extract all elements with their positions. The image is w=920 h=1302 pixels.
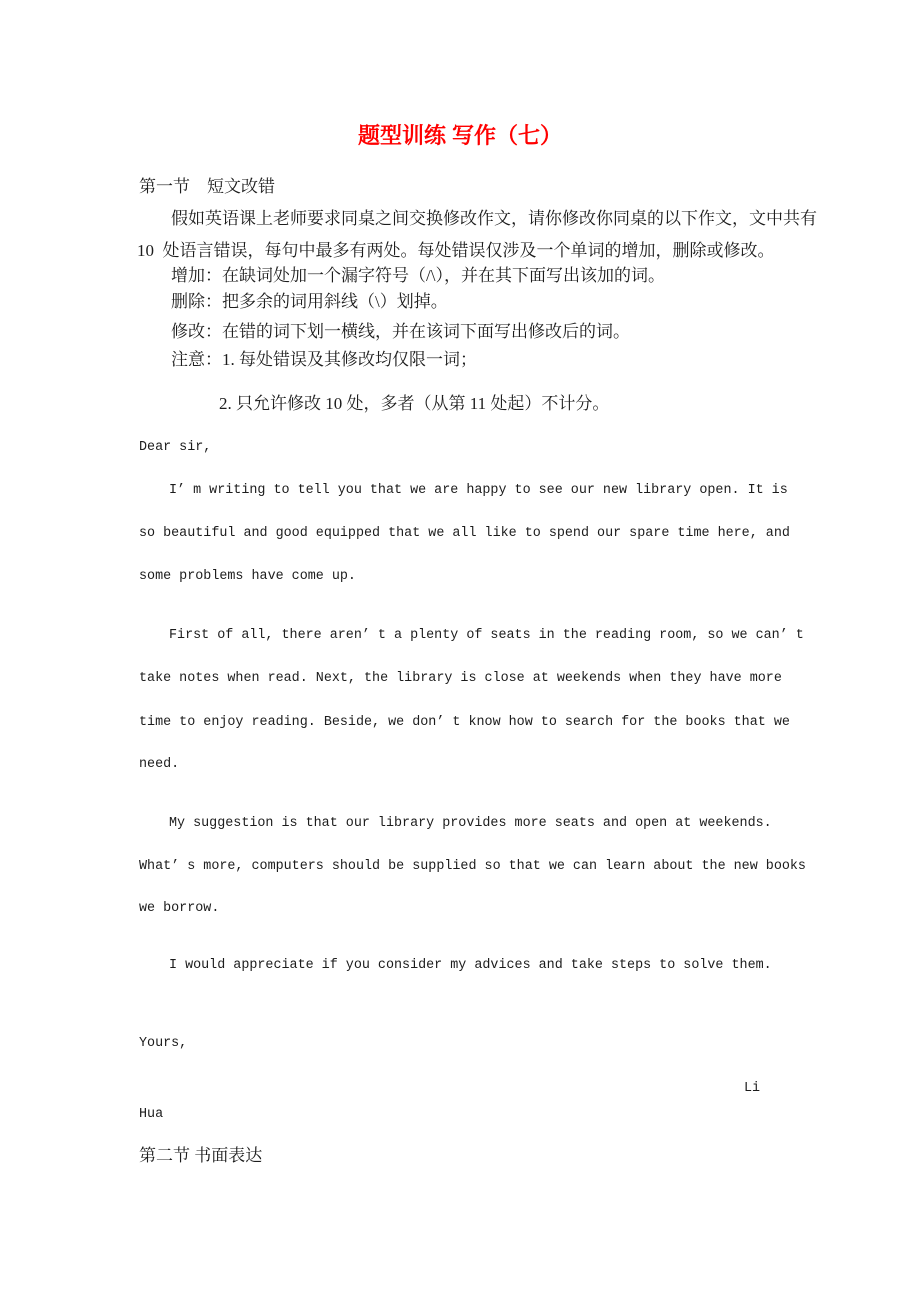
letter-paragraph3-line3: we borrow. bbox=[139, 901, 220, 916]
letter-paragraph4-line1: I would appreciate if you consider my advices and take steps to solve them. bbox=[169, 958, 772, 973]
letter-paragraph2-line4: need. bbox=[139, 757, 180, 772]
signature-line-1: Li bbox=[744, 1081, 761, 1096]
rule-add-line: 增加：在缺词处加一个漏字符号（/\），并在其下面写出该加的词。 bbox=[171, 266, 665, 285]
notice-item-1: 注意：1. 每处错误及其修改均仅限一词； bbox=[171, 350, 477, 369]
letter-salutation: Dear sir, bbox=[139, 440, 212, 455]
letter-paragraph1-line1: I’ m writing to tell you that we are happy to see our new library open. It is bbox=[169, 483, 788, 498]
letter-paragraph2-line1: First of all, there aren’ t a plenty of seats in the reading room, so we can’ t bbox=[169, 628, 804, 643]
letter-paragraph1-line3: some problems have come up. bbox=[139, 569, 356, 584]
letter-paragraph2-line3: time to enjoy reading. Beside, we don’ t know how to search for the books that we bbox=[139, 715, 790, 730]
letter-paragraph3-line1: My suggestion is that our library provides more seats and open at weekends. bbox=[169, 816, 772, 831]
signature-line-2: Hua bbox=[139, 1107, 164, 1122]
page-title: 题型训练 写作（七） bbox=[357, 123, 563, 148]
section1-intro-line-2: 10 处语言错误，每句中最多有两处。每处错误仅涉及一个单词的增加，删除或修改。 bbox=[137, 241, 775, 260]
rule-modify-line: 修改：在错的词下划一横线，并在该词下面写出修改后的词。 bbox=[171, 322, 630, 341]
letter-paragraph2-line2: take notes when read. Next, the library is close at weekends when they have more bbox=[139, 671, 782, 686]
section1-heading: 第一节 短文改错 bbox=[139, 177, 275, 196]
letter-paragraph1-line2: so beautiful and good equipped that we all like to spend our spare time here, and bbox=[139, 526, 790, 541]
letter-paragraph3-line2: What’ s more, computers should be supplied so that we can learn about the new books bbox=[139, 859, 806, 874]
section1-intro-line-1: 假如英语课上老师要求同桌之间交换修改作文，请你修改你同桌的以下作文，文中共有 bbox=[171, 209, 817, 228]
letter-closing: Yours, bbox=[139, 1036, 188, 1051]
section2-heading: 第二节 书面表达 bbox=[139, 1146, 263, 1165]
notice-item-2: 2. 只允许修改 10 处，多者（从第 11 处起）不计分。 bbox=[219, 394, 610, 413]
rule-delete-line: 删除：把多余的词用斜线（\）划掉。 bbox=[171, 292, 448, 311]
